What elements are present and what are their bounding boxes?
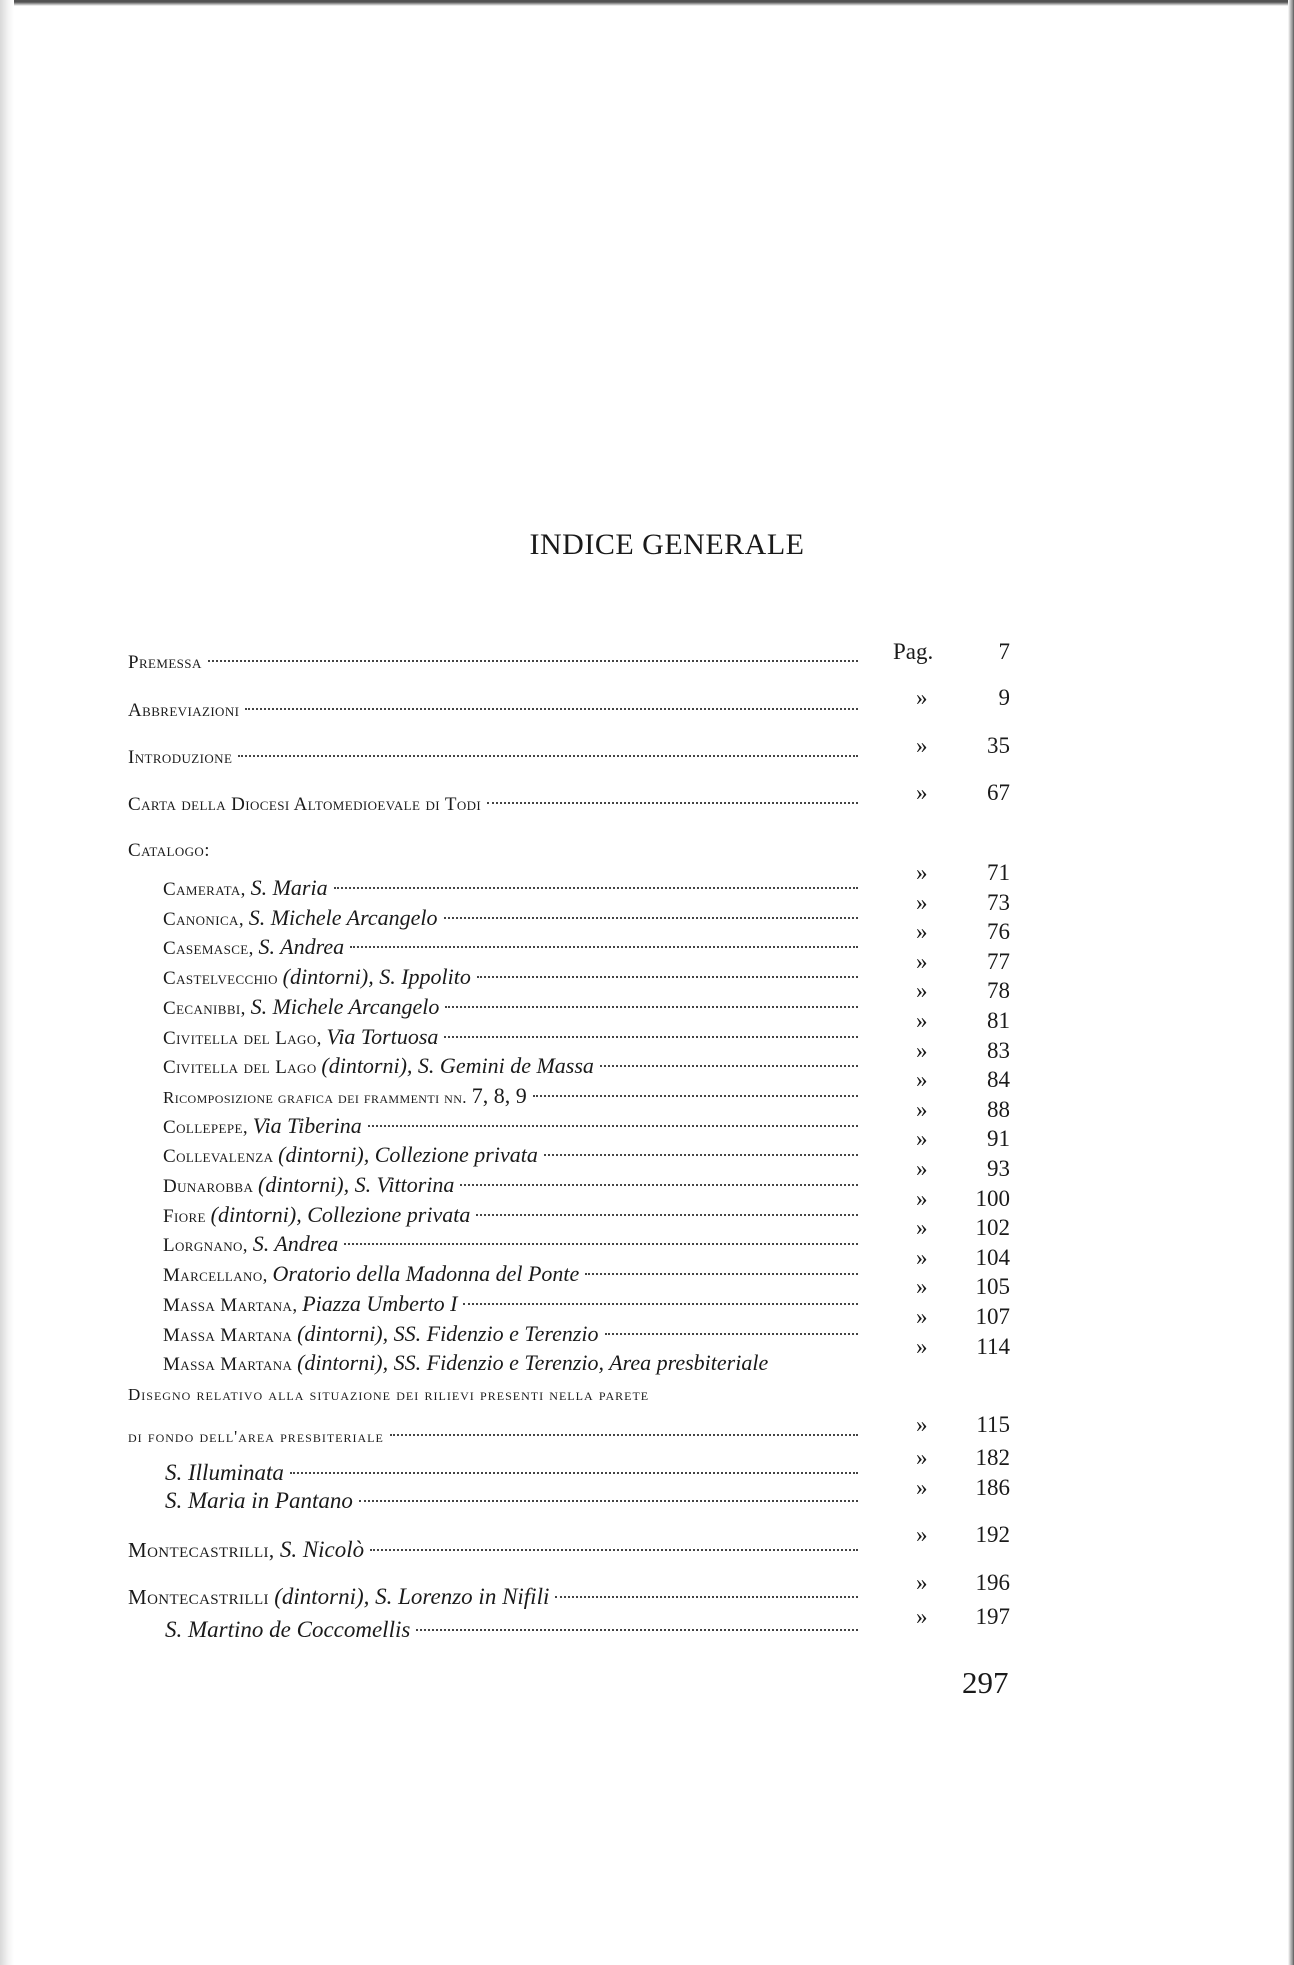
ditto-mark: » bbox=[916, 860, 928, 885]
page-ref: 186 bbox=[975, 1475, 1010, 1500]
ditto-mark: » bbox=[916, 890, 928, 915]
page-ref: 91 bbox=[987, 1126, 1010, 1151]
ditto-mark: » bbox=[916, 1412, 928, 1437]
disegno-line-1 bbox=[128, 1385, 649, 1405]
entry-title: Disegno relativo alla situazione dei rilievi presenti nella parete bbox=[128, 1385, 650, 1404]
scan-edge-top bbox=[0, 0, 1294, 6]
entry-title: S. Martino de Coccomellis bbox=[165, 1617, 411, 1642]
ditto-mark: » bbox=[916, 1245, 928, 1270]
ditto-mark: » bbox=[916, 1475, 928, 1500]
page-ref: 192 bbox=[975, 1522, 1010, 1547]
ditto-mark: » bbox=[916, 733, 928, 758]
entry-title: (dintorni), Collezione privata bbox=[210, 1202, 471, 1227]
entry-title: (dintorni), S. Gemini de Massa bbox=[321, 1053, 594, 1078]
page-ref: 104 bbox=[975, 1245, 1010, 1270]
entry-place: Montecastrilli, bbox=[128, 1538, 275, 1562]
entry-title: S. Michele Arcangelo bbox=[248, 905, 438, 930]
entry-place: Ricomposizione grafica dei frammenti nn. bbox=[163, 1088, 467, 1107]
page-ref: 76 bbox=[987, 919, 1010, 944]
entry-place: Dunarobba bbox=[163, 1176, 254, 1197]
ditto-mark: » bbox=[916, 1570, 928, 1595]
ditto-mark: » bbox=[916, 949, 928, 974]
page-ref: 77 bbox=[987, 949, 1010, 974]
page-ref: 7 bbox=[998, 639, 1010, 664]
entry-title: di fondo dell'area presbiteriale bbox=[128, 1427, 384, 1446]
ditto-mark: » bbox=[916, 685, 928, 710]
page-ref: 114 bbox=[976, 1334, 1010, 1359]
entry-place: Civitella del Lago bbox=[163, 1057, 317, 1078]
entry-title: S. Nicolò bbox=[279, 1537, 365, 1562]
page-ref: 93 bbox=[987, 1156, 1010, 1181]
leader-dots bbox=[359, 1500, 858, 1502]
page-ref: 9 bbox=[998, 685, 1010, 710]
ditto-mark: » bbox=[916, 1008, 928, 1033]
page-ref: 105 bbox=[975, 1274, 1010, 1299]
entry-title: Oratorio della Madonna del Ponte bbox=[272, 1261, 580, 1286]
leader-dots bbox=[208, 660, 858, 662]
entry-title: S. Maria bbox=[250, 875, 328, 900]
entry-place: Massa Martana, bbox=[163, 1295, 298, 1316]
entry-title: Via Tiberina bbox=[252, 1113, 362, 1138]
entry-title: Abbreviazioni bbox=[128, 700, 240, 721]
leader-dots bbox=[238, 755, 858, 757]
toc-ref bbox=[0, 1410, 1010, 1440]
entry-place: Cecanibbi, bbox=[163, 998, 246, 1019]
entry-place: Fiore bbox=[163, 1206, 206, 1227]
entry-place: Marcellano, bbox=[163, 1265, 268, 1286]
page-number: 297 bbox=[962, 1665, 1009, 1700]
page-ref: 197 bbox=[975, 1604, 1010, 1629]
toc-entry bbox=[163, 1350, 858, 1376]
entry-title: (dintorni), SS. Fidenzio e Terenzio, Area presbiteriale bbox=[297, 1350, 769, 1375]
page-ref: 196 bbox=[975, 1570, 1010, 1595]
page-ref: 78 bbox=[987, 978, 1010, 1003]
entry-title: S. Maria in Pantano bbox=[165, 1488, 353, 1513]
entry-title: S. Andrea bbox=[258, 934, 345, 959]
page-ref: 102 bbox=[975, 1215, 1010, 1240]
page-ref: 83 bbox=[987, 1038, 1010, 1063]
ditto-mark: » bbox=[916, 1304, 928, 1329]
toc-entry bbox=[128, 1537, 858, 1563]
entry-place: Casemasce, bbox=[163, 938, 254, 959]
toc-entry bbox=[165, 1617, 858, 1643]
ditto-mark: » bbox=[916, 1156, 928, 1181]
ditto-mark: » bbox=[916, 1067, 928, 1092]
ditto-mark: » bbox=[916, 1186, 928, 1211]
page-ref: 84 bbox=[987, 1067, 1010, 1092]
ditto-mark: » bbox=[916, 1334, 928, 1359]
section-label-text: Catalogo: bbox=[128, 840, 210, 861]
entry-title: (dintorni), SS. Fidenzio e Terenzio bbox=[297, 1321, 599, 1346]
entry-title: Via Tortuosa bbox=[326, 1024, 439, 1049]
ditto-mark: » bbox=[916, 1126, 928, 1151]
toc-entry bbox=[128, 700, 858, 722]
page-ref: 88 bbox=[987, 1097, 1010, 1122]
entry-title: 7, 8, 9 bbox=[471, 1083, 527, 1108]
page-ref: 81 bbox=[987, 1008, 1010, 1033]
entry-place: Massa Martana bbox=[163, 1325, 293, 1346]
pag-label: Pag. bbox=[893, 639, 934, 664]
ditto-mark: » bbox=[916, 1038, 928, 1063]
ditto-mark: » bbox=[916, 919, 928, 944]
entry-title: S. Illuminata bbox=[165, 1460, 284, 1485]
entry-title: (dintorni), S. Ippolito bbox=[282, 964, 471, 989]
entry-title: S. Michele Arcangelo bbox=[250, 994, 440, 1019]
toc-entry bbox=[165, 1488, 858, 1514]
ditto-mark: » bbox=[916, 1604, 928, 1629]
entry-place: Castelvecchio bbox=[163, 968, 278, 989]
entry-title: (dintorni), Collezione privata bbox=[278, 1142, 538, 1167]
entry-place: Collepepe, bbox=[163, 1117, 248, 1138]
leader-dots bbox=[487, 802, 858, 804]
leader-dots bbox=[555, 1596, 858, 1598]
entry-place: Collevalenza bbox=[163, 1146, 274, 1167]
page-ref: 35 bbox=[987, 733, 1010, 758]
leader-dots bbox=[245, 708, 858, 710]
toc-entry bbox=[128, 747, 858, 769]
entry-place: Camerata, bbox=[163, 879, 246, 900]
entry-title: (dintorni), S. Lorenzo in Nifili bbox=[274, 1584, 550, 1609]
entry-title: Piazza Umberto I bbox=[302, 1291, 458, 1316]
ditto-mark: » bbox=[916, 1522, 928, 1547]
entry-title: Carta della Diocesi Altomedioevale di Todi bbox=[128, 794, 482, 815]
ditto-mark: » bbox=[916, 1445, 928, 1470]
leader-dots bbox=[370, 1549, 858, 1551]
toc-entry bbox=[128, 652, 858, 674]
toc-entry bbox=[128, 794, 858, 816]
page-ref: 182 bbox=[975, 1445, 1010, 1470]
ditto-mark: » bbox=[916, 1215, 928, 1240]
leader-dots bbox=[416, 1629, 858, 1631]
page-ref: 115 bbox=[976, 1412, 1010, 1437]
entry-title: Introduzione bbox=[128, 747, 233, 768]
page-ref: 67 bbox=[987, 780, 1010, 805]
ditto-mark: » bbox=[916, 1274, 928, 1299]
entry-title: Premessa bbox=[128, 652, 202, 673]
page-ref: 100 bbox=[975, 1186, 1010, 1211]
entry-place: Massa Martana bbox=[163, 1354, 293, 1375]
page-title: INDICE GENERALE bbox=[529, 528, 805, 561]
page-ref: 71 bbox=[987, 860, 1010, 885]
entry-title: (dintorni), S. Vittorina bbox=[258, 1172, 455, 1197]
entry-place: Civitella del Lago, bbox=[163, 1028, 322, 1049]
page-ref: 107 bbox=[975, 1304, 1010, 1329]
scan-edge-right bbox=[1288, 0, 1294, 1965]
entry-place: Montecastrilli bbox=[128, 1585, 269, 1609]
page-ref: 73 bbox=[987, 890, 1010, 915]
entry-place: Lorgnano, bbox=[163, 1235, 248, 1256]
entry-title: S. Andrea bbox=[252, 1231, 339, 1256]
ditto-mark: » bbox=[916, 978, 928, 1003]
ditto-mark: » bbox=[916, 1097, 928, 1122]
ditto-mark: » bbox=[916, 780, 928, 805]
entry-place: Canonica, bbox=[163, 909, 244, 930]
